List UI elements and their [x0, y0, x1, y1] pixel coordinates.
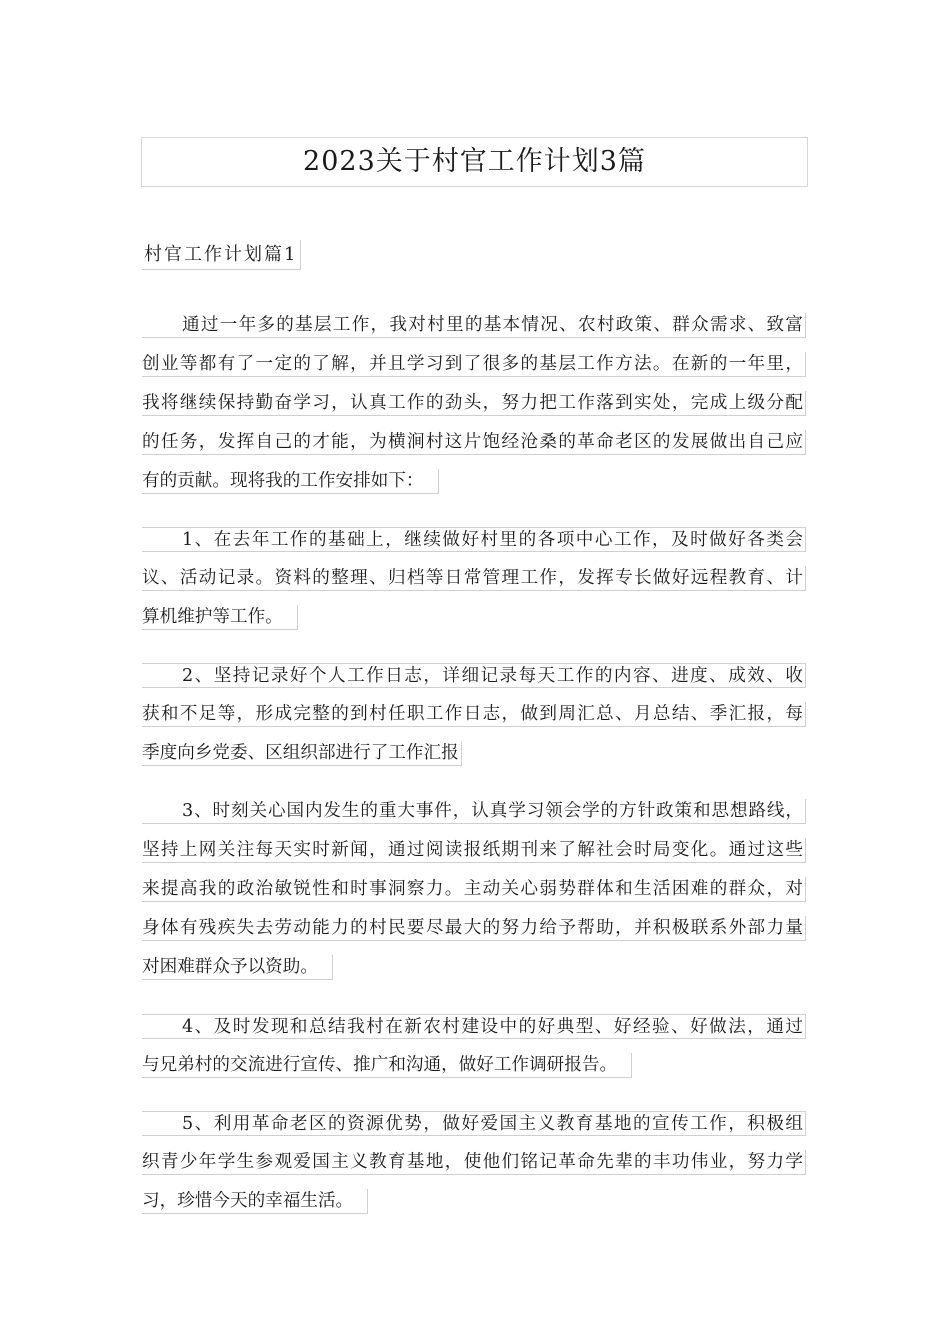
paragraph — [142, 799, 806, 994]
paragraph-line: 季度向乡党委、区组织部进行了工作汇报 — [142, 741, 806, 780]
paragraph-line: 算机维护等工作。 — [142, 605, 806, 644]
paragraph-line: 创业等都有了一定的了解，并且学习到了很多的基层工作方法。在新的一年里， — [142, 352, 806, 391]
paragraph-line: 身体有残疾失去劳动能力的村民要尽最大的努力给予帮助，并积极联系外部力量 — [142, 916, 806, 955]
paragraph-line: 议、活动记录。资料的整理、归档等日常管理工作，发挥专长做好远程教育、计 — [142, 566, 806, 605]
paragraph-line: 来提高我的政治敏锐性和时事洞察力。主动关心弱势群体和生活困难的群众，对 — [142, 877, 806, 916]
paragraph-line: 通过一年多的基层工作，我对村里的基本情况、农村政策、群众需求、致富 — [142, 313, 806, 352]
paragraph-line: 1、在去年工作的基础上，继续做好村里的各项中心工作，及时做好各类会 — [142, 527, 806, 566]
document-title: 2023关于村官工作计划3篇 — [141, 137, 808, 187]
paragraph — [142, 1111, 806, 1228]
paragraph-line: 习，珍惜今天的幸福生活。 — [142, 1189, 806, 1228]
paragraph-line: 我将继续保持勤奋学习，认真工作的劲头，努力把工作落到实处，完成上级分配 — [142, 391, 806, 430]
paragraph-line: 2、坚持记录好个人工作日志，详细记录每天工作的内容、进度、成效、收 — [142, 663, 806, 702]
paragraph-line: 的任务，发挥自己的才能，为横涧村这片饱经沧桑的革命老区的发展做出自己应 — [142, 430, 806, 469]
paragraph-line: 5、利用革命老区的资源优势，做好爱国主义教育基地的宣传工作，积极组 — [142, 1111, 806, 1150]
paragraph-line: 有的贡献。现将我的工作安排如下： — [142, 469, 806, 508]
paragraph-line: 与兄弟村的交流进行宣传、推广和沟通，做好工作调研报告。 — [142, 1053, 806, 1092]
paragraph-line: 坚持上网关注每天实时新闻，通过阅读报纸期刊来了解社会时局变化。通过这些 — [142, 838, 806, 877]
paragraph — [142, 527, 806, 644]
paragraph-line: 织青少年学生参观爱国主义教育基地，使他们铭记革命先辈的丰功伟业，努力学 — [142, 1150, 806, 1189]
section-heading: 村官工作计划篇1 — [142, 240, 301, 270]
paragraph — [142, 663, 806, 780]
paragraph — [142, 1014, 806, 1092]
paragraph-line: 获和不足等，形成完整的到村任职工作日志，做到周汇总、月总结、季汇报，每 — [142, 702, 806, 741]
paragraph-line: 3、时刻关心国内发生的重大事件，认真学习领会学的方针政策和思想路线， — [142, 799, 806, 838]
paragraph-line: 对困难群众予以资助。 — [142, 955, 806, 994]
paragraph-line: 4、及时发现和总结我村在新农村建设中的好典型、好经验、好做法，通过 — [142, 1014, 806, 1053]
paragraph — [142, 313, 806, 508]
